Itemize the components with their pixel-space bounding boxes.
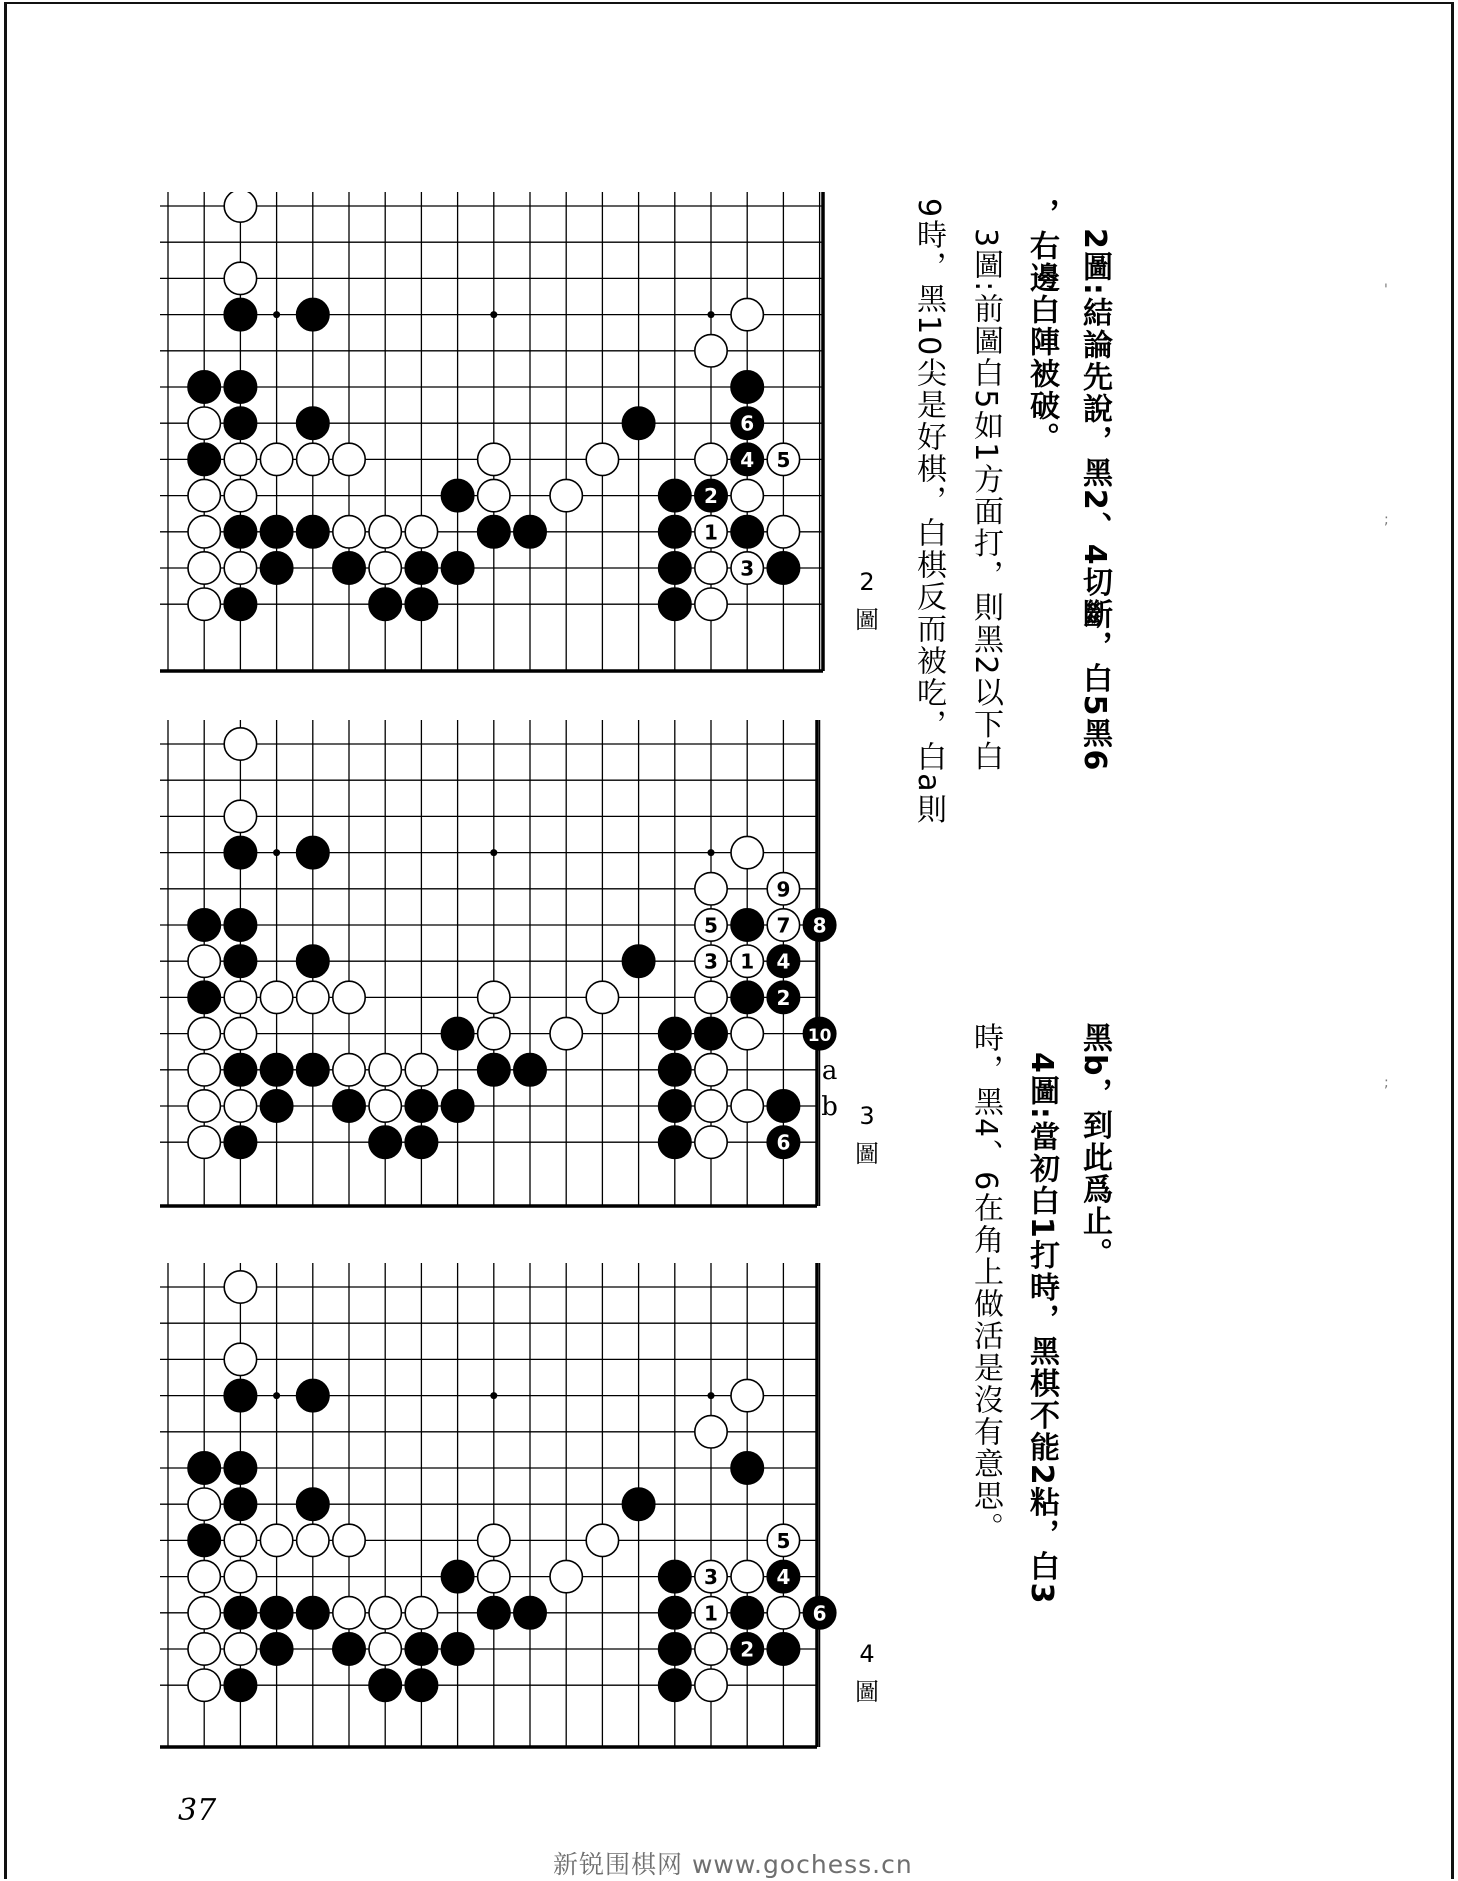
white-stone: [369, 516, 401, 548]
white-stone: [188, 552, 220, 584]
white-stone: [369, 1090, 401, 1122]
text-column-1: 2圖:結論先說，黑2、4切斷，白5黑6: [1077, 228, 1112, 773]
black-stone: [659, 1597, 691, 1629]
white-stone: [731, 836, 763, 868]
white-stone: [695, 1669, 727, 1701]
white-stone: [731, 1017, 763, 1049]
black-stone: [405, 1126, 437, 1158]
white-stone: [695, 335, 727, 367]
black-stone: [731, 516, 763, 548]
white-stone: [224, 192, 256, 222]
white-stone: [586, 981, 618, 1013]
white-stone: [695, 873, 727, 905]
black-stone: [224, 516, 256, 548]
black-stone: [369, 1126, 401, 1158]
white-stone: [224, 1343, 256, 1375]
caption-number: 2: [859, 568, 875, 596]
white-stone: [188, 516, 220, 548]
white-stone: [188, 1488, 220, 1520]
black-stone: [224, 1054, 256, 1086]
star-point: [708, 1392, 715, 1399]
black-stone: [767, 1633, 799, 1665]
caption-number: 3: [859, 1102, 875, 1130]
move-number: 4: [776, 949, 791, 974]
white-stone: [224, 262, 256, 294]
black-stone: [441, 552, 473, 584]
black-stone: [224, 1597, 256, 1629]
move-number: 1: [704, 520, 718, 545]
black-stone: [224, 1126, 256, 1158]
white-stone: [369, 1054, 401, 1086]
white-stone: [586, 443, 618, 475]
black-stone: [297, 298, 329, 330]
star-point: [490, 1392, 497, 1399]
white-stone: [369, 1597, 401, 1629]
black-stone: [731, 909, 763, 941]
white-stone: [188, 945, 220, 977]
black-stone: [659, 1669, 691, 1701]
move-number: 3: [704, 949, 718, 974]
white-stone: [188, 1090, 220, 1122]
white-stone: [731, 1560, 763, 1592]
white-stone: [731, 1379, 763, 1411]
move-number: 3: [740, 556, 755, 581]
black-stone: [478, 516, 510, 548]
text-column-7: 時，黑4、6在角上做活是沒有意思。: [968, 1022, 1003, 1545]
black-stone: [369, 588, 401, 620]
point-label: b: [821, 1092, 838, 1122]
move-number: 3: [704, 1565, 718, 1590]
white-stone: [550, 479, 582, 511]
black-stone: [224, 371, 256, 403]
black-stone: [405, 1669, 437, 1701]
black-stone: [478, 1597, 510, 1629]
move-number: 1: [740, 949, 755, 974]
white-stone: [333, 443, 365, 475]
white-stone: [333, 516, 365, 548]
black-stone: [188, 371, 220, 403]
white-stone: [405, 516, 437, 548]
white-stone: [333, 981, 365, 1013]
black-stone: [369, 1669, 401, 1701]
white-stone: [224, 1090, 256, 1122]
white-stone: [224, 1524, 256, 1556]
black-stone: [224, 836, 256, 868]
text-column-2: ，右邊白陣被破。: [1024, 198, 1059, 454]
white-stone: [695, 1054, 727, 1086]
white-stone: [767, 516, 799, 548]
white-stone: [478, 981, 510, 1013]
white-stone: [695, 981, 727, 1013]
white-stone: [478, 479, 510, 511]
black-stone: [224, 588, 256, 620]
star-point: [490, 311, 497, 318]
white-stone: [731, 298, 763, 330]
figure-3-caption: [847, 1102, 887, 1169]
white-stone: [478, 443, 510, 475]
white-stone: [188, 407, 220, 439]
black-stone: [731, 1597, 763, 1629]
black-stone: [514, 1597, 546, 1629]
black-stone: [224, 298, 256, 330]
white-stone: [297, 981, 329, 1013]
white-stone: [224, 1560, 256, 1592]
white-stone: [224, 443, 256, 475]
black-stone: [659, 516, 691, 548]
move-number: 9: [776, 877, 791, 902]
white-stone: [478, 1560, 510, 1592]
white-stone: [224, 479, 256, 511]
black-stone: [441, 1090, 473, 1122]
white-stone: [731, 479, 763, 511]
black-stone: [333, 1633, 365, 1665]
black-stone: [405, 552, 437, 584]
text-column-3: 3圖:前圖白5如1方面打，則黑2以下白: [968, 228, 1003, 773]
black-stone: [405, 588, 437, 620]
white-stone: [224, 728, 256, 760]
black-stone: [659, 1017, 691, 1049]
white-stone: [188, 479, 220, 511]
move-number: 7: [776, 913, 791, 938]
white-stone: [550, 1017, 582, 1049]
white-stone: [188, 588, 220, 620]
white-stone: [550, 1560, 582, 1592]
white-stone: [333, 1054, 365, 1086]
white-stone: [188, 1597, 220, 1629]
text-column-4: 9時，黑10尖是好棋，白棋反而被吃，白a則: [911, 198, 946, 826]
black-stone: [441, 1017, 473, 1049]
black-stone: [659, 1090, 691, 1122]
star-point: [273, 849, 280, 856]
white-stone: [297, 1524, 329, 1556]
black-stone: [767, 552, 799, 584]
move-number: 6: [812, 1601, 827, 1626]
white-stone: [333, 1524, 365, 1556]
black-stone: [731, 1452, 763, 1484]
watermark: 新锐围棋网 www.gochess.cn: [553, 1850, 913, 1879]
black-stone: [260, 1054, 292, 1086]
black-stone: [297, 1379, 329, 1411]
black-stone: [224, 945, 256, 977]
black-stone: [478, 1054, 510, 1086]
white-stone: [695, 1633, 727, 1665]
white-stone: [188, 1126, 220, 1158]
black-stone: [659, 1560, 691, 1592]
black-stone: [224, 407, 256, 439]
move-number: 2: [740, 1637, 755, 1662]
black-stone: [188, 909, 220, 941]
white-stone: [695, 1416, 727, 1448]
black-stone: [224, 909, 256, 941]
black-stone: [224, 1452, 256, 1484]
black-stone: [659, 552, 691, 584]
caption-word: 圖: [855, 1140, 879, 1168]
white-stone: [695, 443, 727, 475]
black-stone: [297, 836, 329, 868]
black-stone: [514, 1054, 546, 1086]
white-stone: [731, 1090, 763, 1122]
white-stone: [695, 552, 727, 584]
black-stone: [297, 1054, 329, 1086]
black-stone: [405, 1090, 437, 1122]
caption-number: 4: [859, 1640, 875, 1668]
black-stone: [297, 516, 329, 548]
white-stone: [224, 800, 256, 832]
black-stone: [188, 981, 220, 1013]
black-stone: [767, 1090, 799, 1122]
black-stone: [405, 1633, 437, 1665]
white-stone: [695, 1126, 727, 1158]
white-stone: [260, 1524, 292, 1556]
star-point: [273, 1392, 280, 1399]
black-stone: [224, 1379, 256, 1411]
black-stone: [260, 1090, 292, 1122]
black-stone: [622, 945, 654, 977]
white-stone: [297, 443, 329, 475]
black-stone: [441, 479, 473, 511]
white-stone: [224, 1633, 256, 1665]
white-stone: [405, 1054, 437, 1086]
move-number: 5: [776, 1528, 791, 1553]
white-stone: [224, 981, 256, 1013]
white-stone: [405, 1597, 437, 1629]
black-stone: [297, 407, 329, 439]
go-board-figure-3: [150, 720, 840, 1220]
go-board-figure-4: [150, 1263, 840, 1763]
black-stone: [333, 552, 365, 584]
white-stone: [260, 981, 292, 1013]
black-stone: [659, 1126, 691, 1158]
black-stone: [695, 1017, 727, 1049]
black-stone: [224, 1669, 256, 1701]
black-stone: [188, 1452, 220, 1484]
white-stone: [188, 1054, 220, 1086]
white-stone: [695, 588, 727, 620]
move-number: 10: [807, 1026, 832, 1047]
move-number: 6: [776, 1130, 791, 1155]
star-point: [708, 311, 715, 318]
white-stone: [224, 1271, 256, 1303]
star-point: [490, 849, 497, 856]
black-stone: [514, 516, 546, 548]
edge-mark: ;: [1384, 512, 1389, 528]
move-number: 6: [740, 411, 755, 436]
text-column-5: 黑b，到此爲止。: [1077, 1022, 1112, 1270]
black-stone: [659, 1054, 691, 1086]
move-number: 1: [704, 1601, 718, 1626]
black-stone: [188, 443, 220, 475]
white-stone: [369, 1633, 401, 1665]
black-stone: [622, 407, 654, 439]
star-point: [273, 311, 280, 318]
black-stone: [260, 1597, 292, 1629]
black-stone: [441, 1560, 473, 1592]
move-number: 5: [776, 447, 791, 472]
white-stone: [260, 443, 292, 475]
black-stone: [297, 945, 329, 977]
go-board-figure-2: [160, 192, 840, 688]
black-stone: [659, 479, 691, 511]
white-stone: [224, 552, 256, 584]
white-stone: [369, 552, 401, 584]
white-stone: [188, 1669, 220, 1701]
figure-4-caption: [847, 1640, 887, 1707]
black-stone: [297, 1597, 329, 1629]
move-number: 4: [740, 447, 755, 472]
black-stone: [260, 1633, 292, 1665]
black-stone: [659, 1633, 691, 1665]
black-stone: [333, 1090, 365, 1122]
caption-word: 圖: [855, 606, 879, 634]
figure-2-caption: [847, 568, 887, 635]
white-stone: [333, 1597, 365, 1629]
black-stone: [297, 1488, 329, 1520]
white-stone: [478, 1017, 510, 1049]
black-stone: [731, 981, 763, 1013]
point-label: a: [821, 1055, 838, 1086]
black-stone: [659, 588, 691, 620]
black-stone: [441, 1633, 473, 1665]
white-stone: [188, 1560, 220, 1592]
white-stone: [695, 1090, 727, 1122]
black-stone: [188, 1524, 220, 1556]
move-number: 5: [704, 913, 718, 938]
white-stone: [767, 1597, 799, 1629]
edge-mark: ': [1384, 282, 1388, 298]
black-stone: [622, 1488, 654, 1520]
white-stone: [188, 1633, 220, 1665]
edge-mark: ;: [1384, 1075, 1389, 1091]
move-number: 2: [776, 985, 791, 1010]
black-stone: [731, 371, 763, 403]
star-point: [708, 849, 715, 856]
white-stone: [586, 1524, 618, 1556]
black-stone: [260, 552, 292, 584]
text-column-6: 4圖:當初白1打時，黑棋不能2粘，白3: [1024, 1052, 1059, 1606]
page-number: 37: [178, 1793, 217, 1828]
move-number: 8: [812, 913, 827, 938]
move-number: 2: [704, 484, 718, 509]
white-stone: [188, 1017, 220, 1049]
white-stone: [224, 1017, 256, 1049]
move-number: 4: [776, 1565, 791, 1590]
black-stone: [260, 516, 292, 548]
white-stone: [478, 1524, 510, 1556]
caption-word: 圖: [855, 1678, 879, 1706]
black-stone: [224, 1488, 256, 1520]
